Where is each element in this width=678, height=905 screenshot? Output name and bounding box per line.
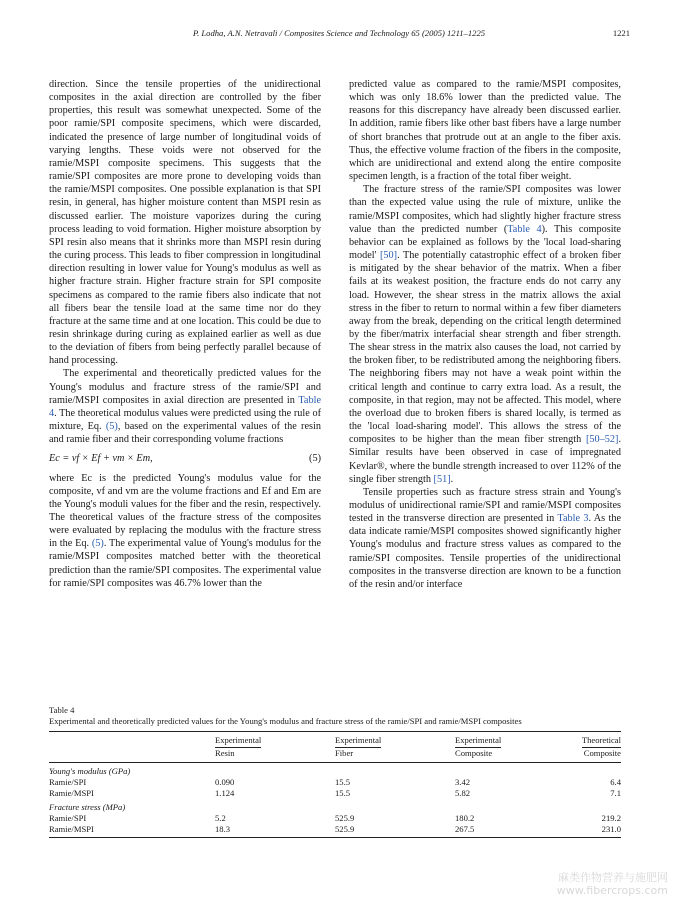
table-cell: 3.42: [455, 777, 471, 787]
paragraph: direction. Since the tensile properties of the unidirectional composites in the axial direction are controlled by the fiber properties, this result was somewhat unexpected. Some of the poor ramie/SPI composite specimens, which were discarded, indicated the presence of large number of longitudinal voids of varying lengths. These voids were not observed for the ramie/MSPI composite specimens. This suggests that the ramie/SPI composites are more prone to developing voids than the ramie/MSPI composites. One possible explanation is that SPI resin, in general, has higher moisture content than MSPI resin as discussed earlier. The moisture vaporizes during the curing process leading to void formation. Higher moisture absorption by SPI resin also means that it shrinks more than MSPI resin during the curing process. This leads to fiber compression in longitudinal direction resulting in lower value for Young's modulus as well as higher fracture strain. Higher fracture strain for SPI composite specimens as compared to the ramie fibers also indicate that not all fibers bear the tensile load at the same time nor do they fracture at the same time and at one location. This could be due to resin shrinkage during curing as explained earlier as well as due to the deviation of fibers from being perfectly parallel because of hand processing.: [49, 79, 321, 367]
row-label: Ramie/SPI: [49, 777, 87, 787]
page-number: 1221: [612, 28, 630, 38]
table-label: Table 4: [49, 705, 75, 715]
section-title: Young's modulus (GPa): [49, 766, 131, 776]
table-row: [49, 788, 621, 799]
paragraph: The fracture stress of the ramie/SPI composites was lower than the expected value using the rule of mixture, unlike the ramie/MSPI composites, which had slightly higher fracture stress value than the predicted number (Table 4). This composite behavior can be explained as follows by the 'local load-sharing model' [50]. The potentially catastrophic effect of a broken fiber is mitigated by the shear behavior of the matrix. When a fiber fails at its weakest position, the fracture ends do not carry any load. However, the shear stress in the matrix allows the axial stress in the fiber to return to normal within a few fiber diameters away from the break, depending on the critical length determined by the fiber/matrix interfacial shear strength and fiber strength. The shear stress in the matrix also causes the load, not carried by the broken fiber, to be redistributed among the neighboring fibers. The neighboring fibers may not have a weak point within the critical length and continue to carry extra load. As a result, the composite, in that region, may not be affected. This model, where the overload due to broken fibers is shared locally, is termed as the 'local load-sharing model'. This allows the stress of the composites to be higher than the mean fiber strength [50–52]. Similar results have been observed in case of impregnated Kevlar®, where the bundle strength increased to over 112% of the single fiber strength [51].: [349, 184, 621, 485]
table-cell: 0.090: [215, 777, 235, 787]
row-label: Ramie/MSPI: [49, 788, 94, 798]
paragraph: The experimental and theoretically predicted values for the Young's modulus and fracture stress of the ramie/SPI and ramie/MSPI composites in axial direction are presented in Table 4. The theoretical modulus values were predicted using the rule of mixture, Eq. (5), based on the experimental values of the resin and ramie fiber and their corresponding volume fractions: [49, 368, 321, 446]
paragraph: where Ec is the predicted Young's modulus value for the composite, vf and vm are the volume fractions and Ef and Em are the Young's moduli values for the fiber and the resin, respectively. The theoretical values of the fracture stress of the composites were evaluated by replacing the modulus with the fracture stress in the Eq. (5). The experimental value of Young's modulus for the ramie/MSPI composites matched better with the theoretical prediction than the ramie/SPI composites. The experimental value for ramie/SPI composites was 46.7% lower than the: [49, 472, 321, 589]
equation-link[interactable]: (5): [105, 421, 118, 433]
table-cell: 525.9: [335, 813, 355, 823]
equation-text: Ec = vf × Ef + vm × Em,: [49, 453, 153, 465]
equation-link[interactable]: (5): [91, 538, 104, 550]
table-row: [49, 813, 621, 824]
table-cell: 1.124: [215, 788, 235, 798]
row-label: Ramie/SPI: [49, 813, 87, 823]
paragraph: Tensile properties such as fracture stress strain and Young's modulus of unidirectional ramie/SPI and ramie/MSPI composites tested in the transverse direction are presented in Table 3. As the data indicate ramie/MSPI composites showed significantly higher Young's modulus and fracture stress values as compared to the ramie/SPI composites. Tensile properties of the unidirectional composites in the transverse direction are known to be a function of the resin and/or interface: [349, 486, 621, 590]
table-cell: 6.4: [610, 777, 621, 787]
paragraph: predicted value as compared to the ramie/MSPI composites, which was only 18.6% lower than the predicted value. The reasons for this discrepancy have already been discussed earlier. In addition, ramie fibers like other bast fibers have a large number of short branches that protrude out at an angle to the fiber axis. Thus, the effective volume fraction of the fibers in the composite, which are unidirectional and extend along the entire composite specimen length, is a fraction of the total fiber weight.: [349, 79, 621, 183]
equation-number: (5): [309, 453, 321, 465]
section-title: Fracture stress (MPa): [49, 802, 126, 812]
table-row: [49, 777, 621, 788]
column-header: Composite: [577, 748, 621, 763]
watermark-line: 麻类作物营养与施肥网: [558, 871, 668, 884]
running-header: [48, 28, 630, 42]
table-cell: 525.9: [335, 824, 455, 838]
table-4: [49, 705, 621, 838]
table-link[interactable]: Table 4: [49, 394, 321, 419]
header-citation: P. Lodha, A.N. Netravali / Composites Science and Technology 65 (2005) 1211–1225: [192, 28, 486, 38]
table-group-header-row: [49, 732, 621, 749]
table-caption: Experimental and theoretically predicted values for the Young's modulus and fracture stress of the ramie/SPI and ramie/MSPI composites: [49, 716, 522, 726]
column-header: Resin: [215, 748, 335, 763]
column-group-header: Experimental: [335, 732, 455, 749]
citation-link[interactable]: [50]: [380, 250, 398, 262]
right-column: [349, 78, 621, 591]
citation-link[interactable]: [50–52]: [585, 434, 619, 446]
table-row: [49, 824, 621, 838]
table-cell: 231.0: [577, 824, 621, 838]
table-cell: 5.82: [455, 788, 471, 798]
watermark-line: www.fibercrops.com: [556, 884, 668, 897]
table-subheader-row: [49, 748, 621, 763]
table-cell: 15.5: [335, 777, 351, 787]
table-cell: 180.2: [455, 813, 475, 823]
table-link[interactable]: Table 4: [507, 223, 542, 235]
table-cell: 15.5: [335, 788, 351, 798]
column-group-header: Theoretical: [577, 732, 621, 749]
table-cell: 7.1: [610, 788, 621, 798]
equation: [49, 452, 321, 465]
column-group-header: Experimental: [455, 732, 577, 749]
left-column: [49, 78, 321, 590]
table-cell: 5.2: [215, 813, 226, 823]
column-group-header: Experimental: [215, 732, 335, 749]
table-link[interactable]: Table 3: [557, 513, 589, 525]
column-header: Composite: [455, 748, 577, 763]
section-row: [49, 799, 621, 813]
table-cell: 219.2: [601, 813, 621, 823]
watermark: [557, 871, 668, 897]
row-label: Ramie/MSPI: [49, 824, 215, 838]
column-header: Fiber: [335, 748, 455, 763]
table-cell: 267.5: [455, 824, 577, 838]
table-cell: 18.3: [215, 824, 335, 838]
citation-link[interactable]: [51]: [433, 473, 451, 485]
data-table: [49, 731, 621, 838]
section-row: [49, 763, 621, 778]
